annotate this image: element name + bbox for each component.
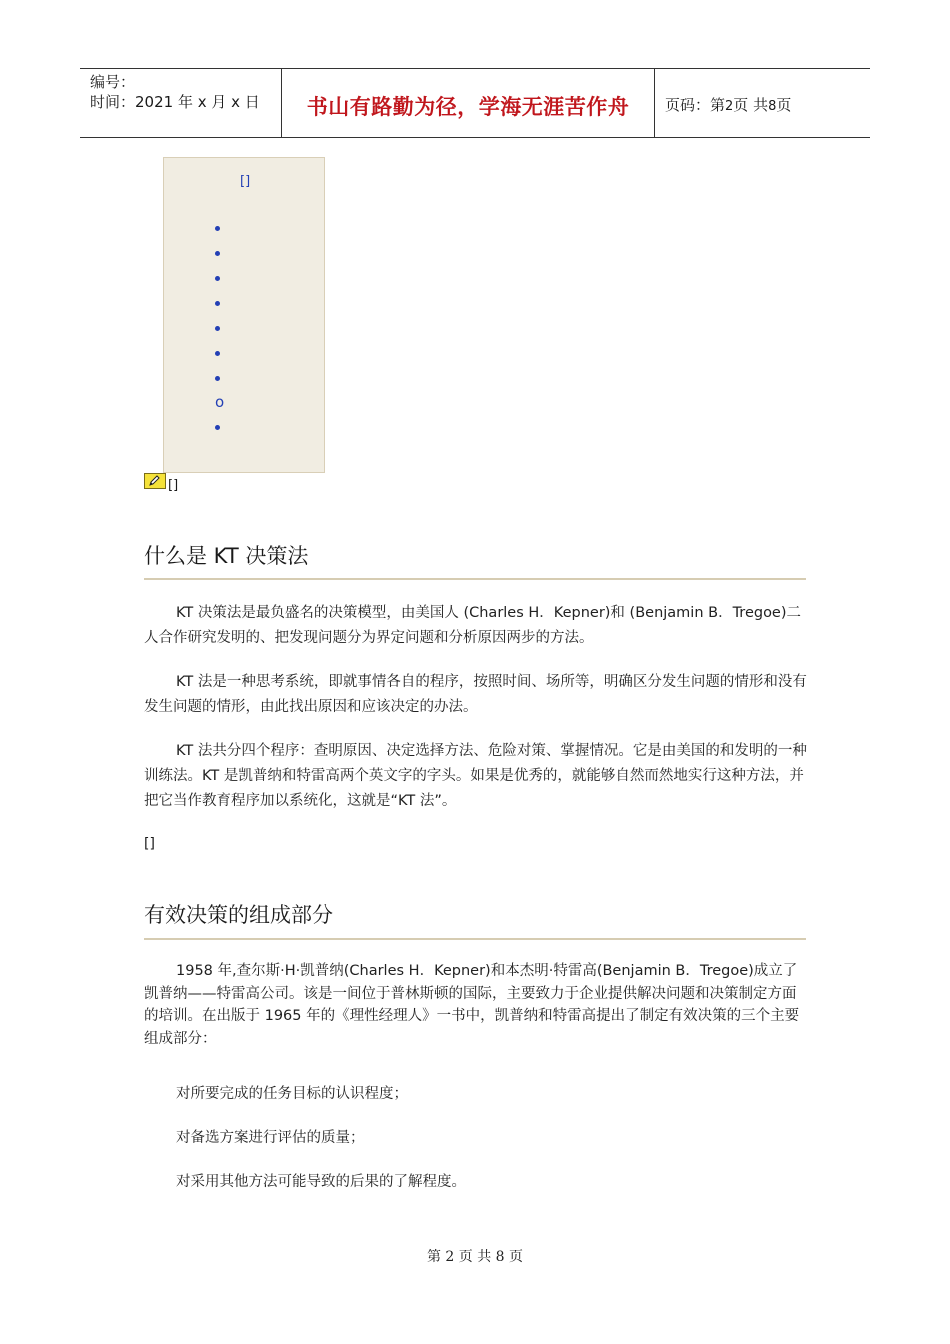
toc-item[interactable] bbox=[214, 272, 224, 286]
header-meta bbox=[90, 72, 260, 112]
toc-item[interactable] bbox=[214, 372, 224, 386]
doc-time-label: 时间：2021 年 x 月 x 日 bbox=[90, 93, 260, 111]
page-suffix: 页 bbox=[776, 96, 792, 114]
section-title-components: 有效决策的组成部分 bbox=[144, 903, 333, 927]
section-rule bbox=[144, 578, 806, 580]
doc-code-label: 编号： bbox=[90, 73, 136, 91]
header-motto: 书山有路勤为径，学海无涯苦作舟 bbox=[306, 95, 630, 119]
section-rule bbox=[144, 938, 806, 940]
paragraph: KT 法是一种思考系统，即就事情各自的程序，按照时间、场所等，明确区分发生问题的情形和没有发生问题的情形，由此找出原因和应该决定的办法。 bbox=[144, 674, 807, 715]
section-link[interactable]: [] bbox=[144, 836, 155, 852]
page-mid: 页 共 bbox=[733, 96, 769, 114]
toc-item[interactable] bbox=[214, 421, 224, 435]
edit-link[interactable]: [] bbox=[168, 478, 179, 493]
toc-item[interactable] bbox=[214, 347, 224, 361]
toc-item[interactable] bbox=[214, 322, 224, 336]
toc-item[interactable] bbox=[214, 297, 224, 311]
toc-subitem[interactable]: o bbox=[215, 393, 225, 411]
page-current: 2 bbox=[725, 99, 734, 114]
table-of-contents bbox=[163, 157, 325, 473]
page-total: 8 bbox=[768, 99, 777, 114]
edit-pencil-icon[interactable] bbox=[144, 473, 166, 489]
list-item: 对采用其他方法可能导致的后果的了解程度。 bbox=[176, 1174, 466, 1190]
page-footer: 第 2 页 共 8 页 bbox=[426, 1249, 524, 1265]
header-divider bbox=[654, 69, 655, 137]
paragraph: 1958 年,查尔斯·H·凯普纳(Charles H．Kepner)和本杰明·特雷高(Benjamin B．Tregoe)成立了凯普纳——特雷高公司。该是一间位于普林斯顿的国际，主要致力于企业提供解决问题和决策制定方面的培训。在出版于 1965 年的《理性经理人》一书中，凯普纳和特雷高提出了制定有效决策的三个主要组成部分： bbox=[144, 963, 800, 1047]
list-item: 对备选方案进行评估的质量； bbox=[176, 1130, 365, 1146]
paragraph: KT 决策法是最负盛名的决策模型，由美国人 (Charles H．Kepner)和 (Benjamin B．Tregoe)二人合作研究发明的、把发现问题分为界定问题和分析原因两步的方法。 bbox=[144, 605, 802, 646]
toc-item[interactable] bbox=[214, 247, 224, 261]
page-prefix: 页码：第 bbox=[665, 96, 726, 114]
paragraph: KT 法共分四个程序：查明原因、决定选择方法、危险对策、掌握情况。它是由美国的和发明的一种训练法。KT 是凯普纳和特雷高两个英文字的字头。如果是优秀的，就能够自然而然地实行这种方法，并把它当作教育程序加以系统化，这就是“KT 法”。 bbox=[144, 743, 807, 809]
toc-item[interactable] bbox=[214, 222, 224, 236]
section-title-kt: 什么是 KT 决策法 bbox=[144, 544, 309, 568]
header-page-number bbox=[665, 94, 791, 115]
list-item: 对所要完成的任务目标的认识程度； bbox=[176, 1086, 408, 1102]
page-header bbox=[80, 68, 870, 138]
toc-link[interactable]: [] bbox=[240, 174, 251, 189]
